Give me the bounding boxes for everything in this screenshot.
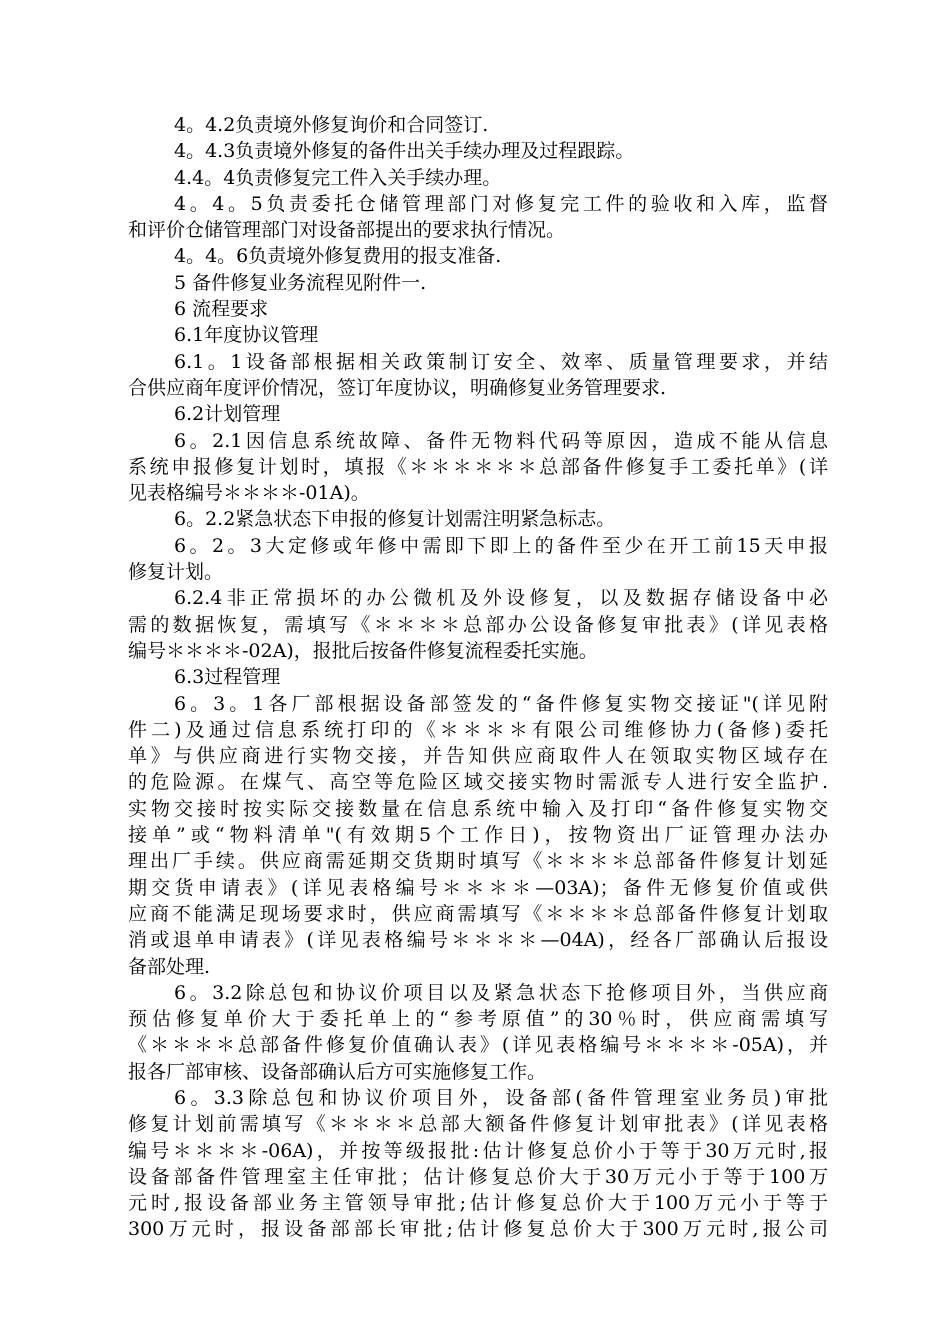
text-line: 《＊＊＊＊总部备件修复价值确认表》(详见表格编号＊＊＊＊-05A)，并 bbox=[128, 1034, 828, 1057]
text-line: 4。4.2负责境外修复询价和合同签订. bbox=[174, 114, 489, 136]
text-line: 备部处理. bbox=[128, 955, 211, 978]
text-line: 件二)及通过信息系统打印的《＊＊＊＊有限公司维修协力(备修)委托 bbox=[128, 718, 828, 741]
text-line: 报各厂部审核、设备部确认后方可实施修复工作。 bbox=[128, 1060, 547, 1083]
text-line: 4。4。5负责委托仓储管理部门对修复完工件的验收和入库，监督 bbox=[174, 192, 828, 215]
text-line: 修复计划。 bbox=[128, 561, 224, 584]
text-line: 6。3。1各厂部根据设备部签发的“备件修复实物交接证"(详见附 bbox=[174, 692, 828, 715]
text-line: 4。4。6负责境外修复费用的报支准备. bbox=[174, 245, 502, 268]
text-line: 5 备件修复业务流程见附件一. bbox=[174, 271, 427, 294]
text-line: 需的数据恢复，需填写《＊＊＊＊总部办公设备修复审批表》(详见表格 bbox=[128, 613, 828, 636]
text-line: 6。2.1因信息系统故障、备件无物料代码等原因，造成不能从信息 bbox=[174, 429, 828, 452]
text-line: 编号＊＊＊＊-06A)，并按等级报批:估计修复总价小于等于30万元时,报 bbox=[128, 1139, 828, 1162]
text-line: 6.1。1设备部根据相关政策制订安全、效率、质量管理要求，并结 bbox=[174, 350, 828, 373]
body-text bbox=[128, 112, 828, 1243]
text-line: 见表格编号＊＊＊＊-01A)。 bbox=[128, 482, 370, 505]
text-line: 的危险源。在煤气、高空等危险区域交接实物时需派专人进行安全监护. bbox=[128, 771, 828, 794]
text-line: 4。4.3负责境外修复的备件出关手续办理及过程跟踪。 bbox=[174, 140, 635, 163]
text-line: 编号＊＊＊＊-02A)，报批后按备件修复流程委托实施。 bbox=[128, 639, 598, 662]
section-heading: 6 流程要求 bbox=[174, 298, 269, 321]
text-line: 和评价仓储管理部门对设备部提出的要求执行情况。 bbox=[128, 219, 566, 242]
text-line: 理出厂手续。供应商需延期交货期时填写《＊＊＊＊总部备件修复计划延 bbox=[128, 850, 828, 873]
text-line: 300万元时，报设备部部长审批;估计修复总价大于300万元时,报公司 bbox=[128, 1218, 828, 1241]
text-line: 消或退单申请表》(详见表格编号＊＊＊＊—04A)，经各厂部确认后报设 bbox=[128, 929, 828, 952]
text-line: 6。3.3除总包和协议价项目外，设备部(备件管理室业务员)审批 bbox=[174, 1086, 828, 1109]
text-line: 元时,报设备部业务主管领导审批;估计修复总价大于100万元小于等于 bbox=[128, 1192, 828, 1215]
text-line: 期交货申请表》(详见表格编号＊＊＊＊—03A)；备件无修复价值或供 bbox=[128, 876, 828, 899]
text-line: 4.4。4负责修复完工件入关手续办理。 bbox=[174, 166, 502, 189]
text-line: 应商不能满足现场要求时，供应商需填写《＊＊＊＊总部备件修复计划取 bbox=[128, 902, 828, 925]
text-line: 接单”或“物料清单"(有效期5个工作日)，按物资出厂证管理办法办 bbox=[128, 824, 828, 847]
section-heading: 6.3过程管理 bbox=[174, 666, 281, 689]
text-line: 合供应商年度评价情况，签订年度协议，明确修复业务管理要求. bbox=[128, 376, 667, 399]
text-line: 实物交接时按实际交接数量在信息系统中输入及打印“备件修复实物交 bbox=[128, 797, 828, 820]
text-line: 设备部备件管理室主任审批；估计修复总价大于30万元小于等于100万 bbox=[128, 1165, 828, 1188]
text-line: 6。3.2除总包和协议价项目以及紧急状态下抢修项目外，当供应商 bbox=[174, 981, 828, 1004]
section-heading: 6.1年度协议管理 bbox=[174, 324, 319, 347]
text-line: 6。2。3大定修或年修中需即下即上的备件至少在开工前15天申报 bbox=[174, 534, 828, 557]
section-heading: 6.2计划管理 bbox=[174, 403, 281, 426]
text-line: 6。2.2紧急状态下申报的修复计划需注明紧急标志。 bbox=[174, 508, 616, 531]
text-line: 单》与供应商进行实物交接，并告知供应商取件人在领取实物区域存在 bbox=[128, 745, 828, 768]
text-line: 系统申报修复计划时，填报《＊＊＊＊＊＊总部备件修复手工委托单》(详 bbox=[128, 455, 828, 478]
text-line: 6.2.4非正常损坏的办公微机及外设修复，以及数据存储设备中必 bbox=[174, 587, 828, 610]
text-line: 修复计划前需填写《＊＊＊＊总部大额备件修复计划审批表》(详见表格 bbox=[128, 1113, 828, 1136]
text-line: 预估修复单价大于委托单上的“参考原值”的30％时，供应商需填写 bbox=[128, 1008, 828, 1031]
